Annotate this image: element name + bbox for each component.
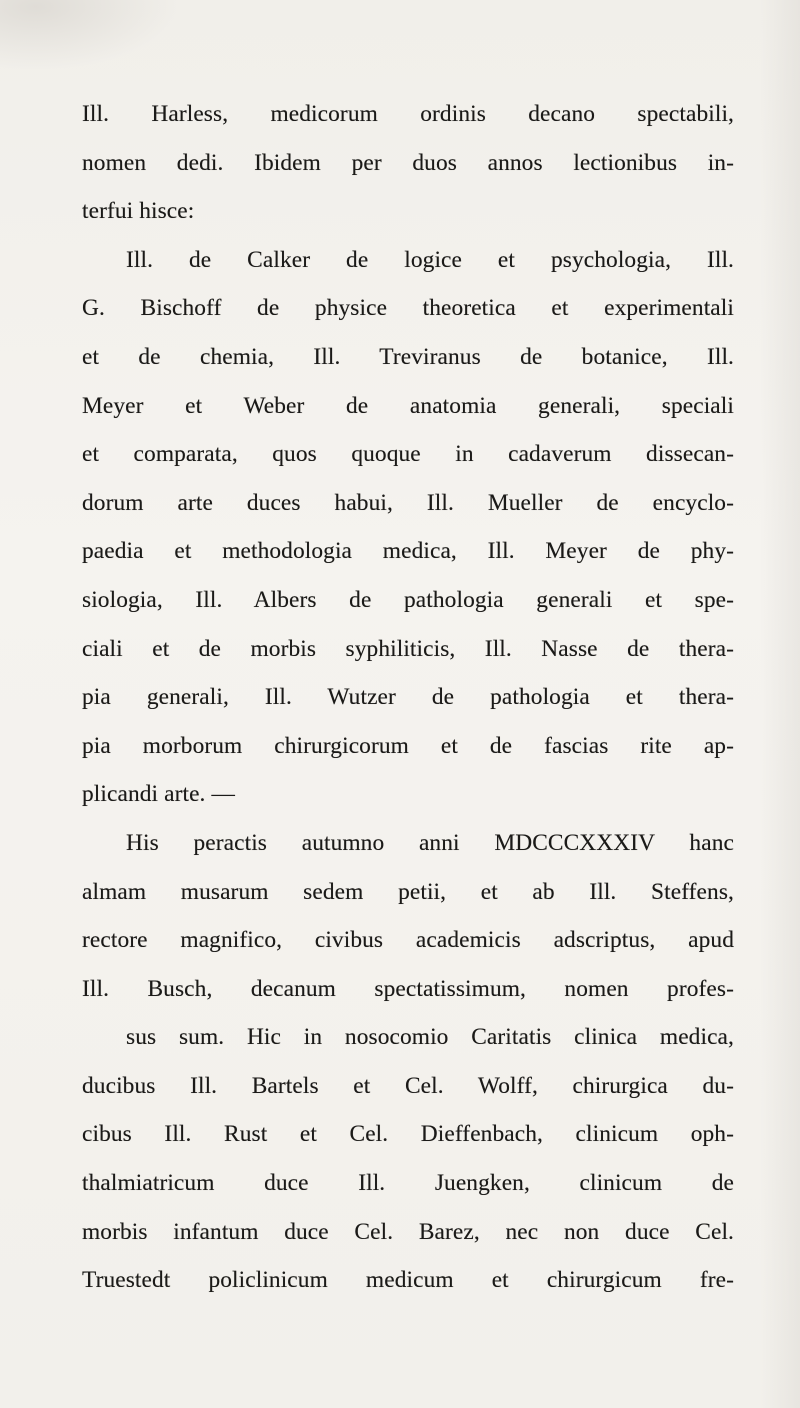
text-line: Meyer et Weber de anatomia generali, speciali bbox=[82, 392, 734, 419]
text-line: plicandi arte. — bbox=[82, 781, 235, 808]
text-line: paedia et methodologia medica, Ill. Meyer de phy- bbox=[82, 538, 734, 565]
text-line: thalmiatricum duce Ill. Juengken, clinicum de bbox=[82, 1170, 734, 1197]
text-line: dorum arte duces habui, Ill. Mueller de encyclo- bbox=[82, 489, 734, 516]
text-line: rectore magnifico, civibus academicis adscriptus, apud bbox=[82, 927, 734, 954]
text-line: ducibus Ill. Bartels et Cel. Wolff, chirurgica du- bbox=[82, 1072, 734, 1099]
text-line: sus sum. Hic in nosocomio Caritatis clinica medica, bbox=[126, 1024, 734, 1051]
text-line: pia generali, Ill. Wutzer de pathologia et thera- bbox=[82, 684, 734, 711]
text-line: siologia, Ill. Albers de pathologia generali et spe- bbox=[82, 586, 734, 613]
text-line: Ill. Busch, decanum spectatissimum, nomen profes- bbox=[82, 975, 734, 1002]
text-line: terfui hisce: bbox=[82, 198, 195, 225]
latin-text-body bbox=[82, 90, 734, 1305]
text-line: et comparata, quos quoque in cadaverum dissecan- bbox=[82, 441, 734, 468]
text-line: cibus Ill. Rust et Cel. Dieffenbach, clinicum oph- bbox=[82, 1121, 734, 1148]
text-line: morbis infantum duce Cel. Barez, nec non duce Cel. bbox=[82, 1218, 734, 1245]
text-line: Ill. Harless, medicorum ordinis decano spectabili, bbox=[82, 101, 734, 127]
text-line: Truestedt policlinicum medicum et chirurgicum fre- bbox=[82, 1267, 734, 1294]
text-line: Ill. de Calker de logice et psychologia, Ill. bbox=[126, 246, 734, 273]
text-line: pia morborum chirurgicorum et de fascias rite ap- bbox=[82, 732, 734, 759]
text-line: His peractis autumno anni MDCCCXXXIV hanc bbox=[126, 829, 734, 856]
text-line: G. Bischoff de physice theoretica et experimentali bbox=[82, 295, 734, 322]
text-line: et de chemia, Ill. Treviranus de botanice, Ill. bbox=[82, 343, 734, 370]
text-line: nomen dedi. Ibidem per duos annos lectionibus in- bbox=[82, 149, 734, 176]
text-line: almam musarum sedem petii, et ab Ill. Steffens, bbox=[82, 878, 734, 905]
text-line: ciali et de morbis syphiliticis, Ill. Nasse de thera- bbox=[82, 635, 734, 662]
